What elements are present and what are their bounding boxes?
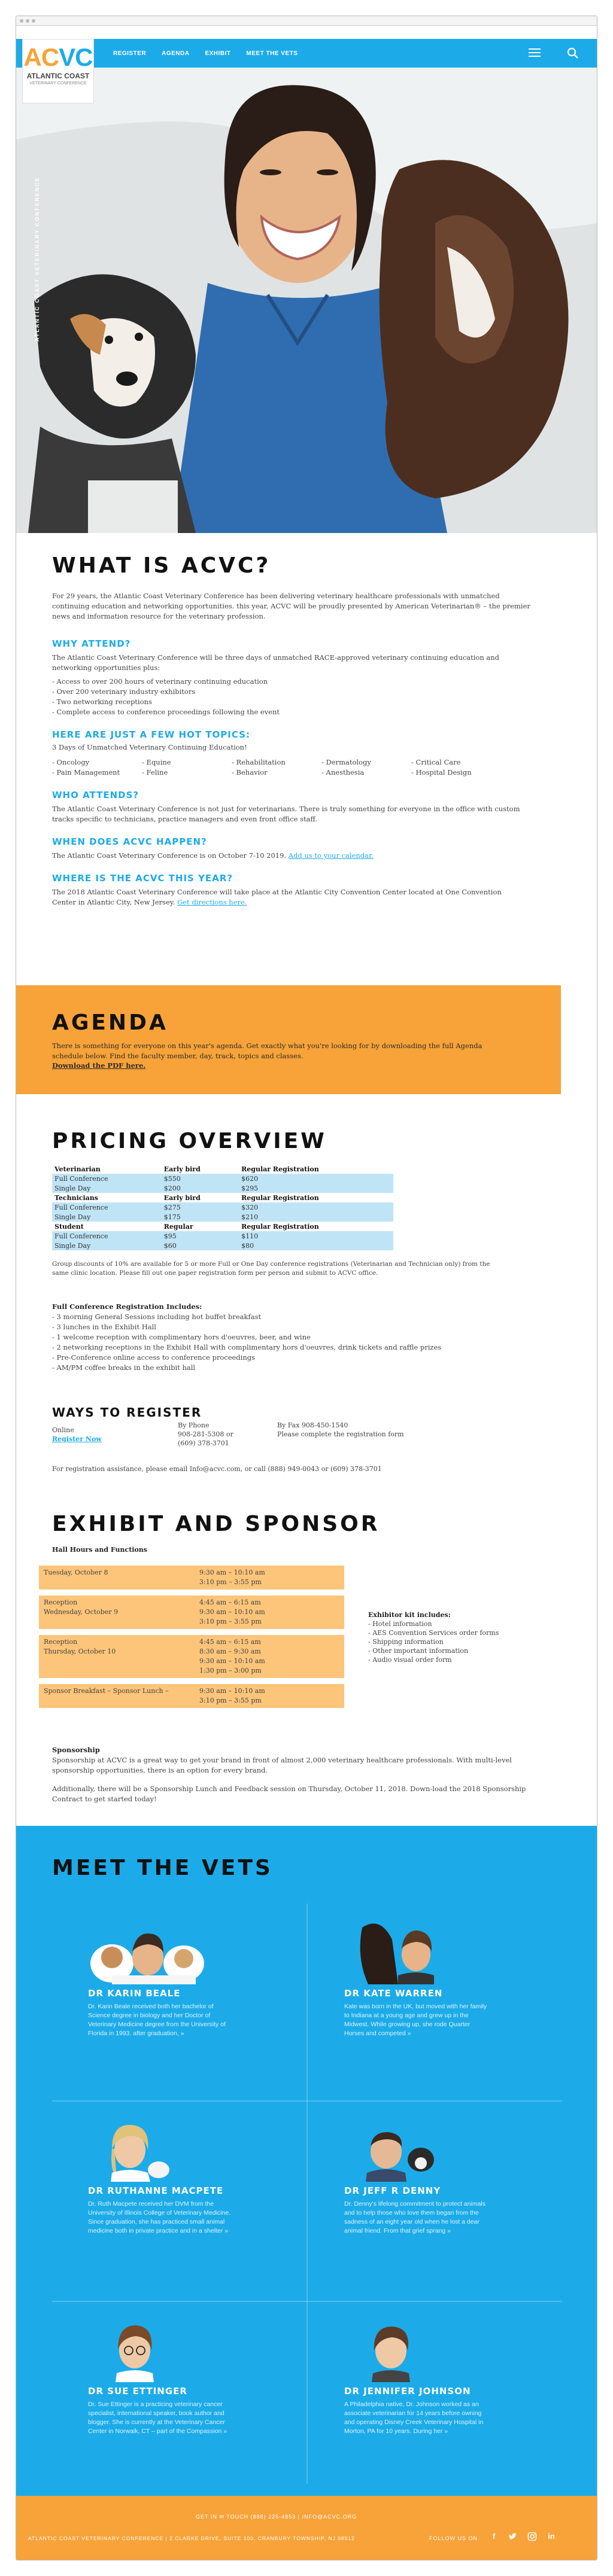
vet-card[interactable] <box>88 2113 315 2236</box>
table-row: Tuesday, October 8 9:30 am – 10:10 am 3:10 pm – 3:55 pm <box>39 1566 344 1590</box>
includes-title: Full Conference Registration Includes: <box>52 1302 202 1311</box>
sponsorship-block <box>52 1745 579 1804</box>
vet-bio: A Philadelphia native, Dr. Johnson worked as an associate veterinarian for 14 years before owning and operating Disney Creek Veterinary Hospital in Morton, PA for 10 years. During her » <box>344 2401 484 2435</box>
vet-card[interactable] <box>88 2313 315 2436</box>
list-item: - Access to over 200 hours of veterinary continuing education <box>52 677 579 687</box>
instagram-icon[interactable] <box>527 2532 537 2541</box>
twitter-icon[interactable] <box>508 2532 518 2541</box>
vet-name: DR KARIN BEALE <box>88 1988 181 1999</box>
register-fax: By Fax 908-450-1540 Please complete the registration form <box>277 1421 404 1438</box>
vet-photo <box>344 2113 572 2182</box>
get-directions-link[interactable]: Get directions here. <box>177 898 247 906</box>
list-item: - 1 welcome reception with complimentary hors d'oeuvres, beer, and wine <box>52 1332 579 1342</box>
browser-chrome <box>16 16 597 26</box>
download-pdf-link[interactable]: Download the PDF here. <box>52 1061 146 1070</box>
list-item: - 3 lunches in the Exhibit Hall <box>52 1322 579 1332</box>
about-title: WHAT IS ACVC? <box>52 553 271 578</box>
sponsorship-title: Sponsorship <box>52 1746 100 1754</box>
table-row: Veterinarian Early bird Regular Registration <box>54 1165 319 1173</box>
when-title: WHEN DOES ACVC HAPPEN? <box>52 836 207 847</box>
why-attend-list <box>52 677 579 717</box>
exhibit-section <box>52 1512 579 1555</box>
vet-card[interactable] <box>344 2313 572 2436</box>
topic-item: - Dermatology <box>321 757 411 768</box>
list-item: - Shipping information <box>368 1637 499 1646</box>
meet-the-vets-section <box>16 1826 597 2496</box>
where-title: WHERE IS THE ACVC THIS YEAR? <box>52 873 233 884</box>
table-row: Full Conference $95 $110 <box>52 1231 393 1241</box>
register-now-link[interactable]: Register Now <box>52 1435 102 1443</box>
pricing-table <box>52 1164 393 1250</box>
nav-agenda[interactable]: AGENDA <box>162 50 190 57</box>
list-item: - Hotel information <box>368 1619 499 1628</box>
vet-name: DR RUTHANNE MACPETE <box>88 2185 224 2196</box>
vet-bio: Kate was born in the UK, but moved with her family to Indiana at a young age and grew up in the Midwest. While growing up, she rode Quarter Horses and competed » <box>344 2003 487 2037</box>
list-item: - 3 morning General Sessions including hot buffet breakfast <box>52 1312 579 1322</box>
table-row: Single Day $200 $295 <box>52 1183 393 1193</box>
vet-name: DR KATE WARREN <box>344 1988 443 1999</box>
includes-list <box>52 1312 579 1373</box>
topic-item: - Critical Care <box>411 757 501 768</box>
vet-name: DR JENNIFER JOHNSON <box>344 2386 471 2397</box>
register-phone: By Phone 908-281-5308 or (609) 378-3701 <box>178 1421 233 1447</box>
list-item: - Complete access to conference proceedings following the event <box>52 707 579 717</box>
vet-card[interactable] <box>344 2113 572 2236</box>
hero-illustration <box>16 68 597 533</box>
table-row: Technicians Early bird Regular Registration <box>54 1193 319 1202</box>
vet-bio: Dr. Ruth Macpete received her DVM from the University of Illinois College of Veterinary Medicine. Since graduation, she has practiced small animal medicine both in private practice and in a shelter » <box>88 2200 231 2234</box>
why-attend-text: The Atlantic Coast Veterinary Conference will be three days of unmatched RACE-approved veterinary continuing education and networking opportunities plus: <box>52 653 500 672</box>
table-row: Sponsor Breakfast – Sponsor Lunch – 9:30 am – 10:10 am 3:10 pm – 3:55 pm <box>39 1684 344 1708</box>
vet-name: DR SUE ETTINGER <box>88 2386 187 2397</box>
exhibit-title: EXHIBIT AND SPONSOR <box>52 1512 380 1536</box>
nav-register[interactable]: REGISTER <box>113 50 147 57</box>
main-nav <box>113 39 298 68</box>
list-item: - Other important information <box>368 1646 499 1655</box>
topic-item: - Feline <box>142 768 232 778</box>
list-item: - 2 networking receptions in the Exhibit Hall with complimentary hors d'oeuvres, drink tickets and raffle prizes <box>52 1342 579 1353</box>
list-item: - AES Convention Services order forms <box>368 1628 499 1637</box>
table-row: Full Conference $550 $620 <box>52 1174 393 1183</box>
exhibitor-kit-list <box>368 1619 499 1664</box>
browser-frame <box>16 16 597 2560</box>
hamburger-menu-icon[interactable] <box>529 48 541 58</box>
agenda-section <box>16 985 561 1094</box>
vet-photo <box>344 2313 572 2382</box>
group-discount-note: Group discounts of 10% are available for 5 or more Full or One Day conference registrations (Veterinarian and Technician only) from the same clinic location. Please fill out one paper registration form per person and submit to ACVC office. <box>52 1260 490 1277</box>
nav-exhibit[interactable]: EXHIBIT <box>205 50 231 57</box>
why-attend-title: WHY ATTEND? <box>52 638 131 649</box>
vet-photo <box>88 2313 315 2382</box>
logo-mark: ACVC <box>23 43 93 71</box>
topic-item: - Oncology <box>52 757 142 768</box>
footer-contact: GET IN ✉ TOUCH (888) 225-4853 | INFO@ACVC.ORG <box>196 2514 357 2520</box>
vet-photo <box>88 2113 315 2182</box>
list-item: - AM/PM coffee breaks in the exhibit hall <box>52 1363 579 1373</box>
acvc-logo[interactable] <box>22 39 94 103</box>
when-text: The Atlantic Coast Veterinary Conference is on October 7-10 2019. Add us to your calendar. <box>52 851 374 860</box>
table-row: Student Regular Regular Registration <box>54 1222 319 1231</box>
pricing-section <box>52 1129 579 1373</box>
table-row: Reception Wednesday, October 9 4:45 am – 6:15 am 9:30 am – 10:10 am 3:10 pm – 3:55 pm <box>39 1595 344 1629</box>
sponsorship-text: Sponsorship at ACVC is a great way to get your brand in front of almost 2,000 veterinary healthcare professionals. With multi-level sponsorship opportunities, there is an option for every brand. <box>52 1756 512 1774</box>
about-section <box>52 553 579 908</box>
logo-line-2: VETERINARY CONFERENCE <box>29 81 87 86</box>
where-text: The 2018 Atlantic Coast Veterinary Conference will take place at the Atlantic City Convention Center located at One Convention Center in Atlantic City, New Jersey. Get directions here. <box>52 888 502 906</box>
register-online: Online Register Now <box>52 1426 102 1443</box>
facebook-icon[interactable]: f <box>492 2532 496 2541</box>
about-intro: For 29 years, the Atlantic Coast Veterinary Conference has been delivering veterinary healthcare professionals with unmatched continuing education and networking opportunities. this year, ACVC will be proudly presented by American Veterinarian® – the premier news and information resource for the veterinary profession. <box>52 592 530 620</box>
register-section <box>52 1405 579 1474</box>
footer <box>16 2496 597 2560</box>
table-row: Single Day $60 $80 <box>52 1241 393 1250</box>
linkedin-icon[interactable]: in <box>548 2532 555 2541</box>
hero-image <box>16 68 597 533</box>
nav-meet-the-vets[interactable]: MEET THE VETS <box>246 50 298 57</box>
hall-hours-table <box>39 1566 344 1714</box>
register-title: WAYS TO REGISTER <box>52 1405 202 1420</box>
topic-item: - Behavior <box>232 768 321 778</box>
table-row: Reception Thursday, October 10 4:45 am – 6:15 am 8:30 am – 9:30 am 9:30 am – 10:10 am 1:30 pm – 3:00 pm <box>39 1635 344 1678</box>
footer-address: ATLANTIC COAST VETERINARY CONFERENCE | 2 CLARKE DRIVE, SUITE 100, CRANBURY TOWNSHIP, NJ 08512 <box>28 2535 355 2541</box>
list-item: - Two networking receptions <box>52 697 579 707</box>
hall-hours-title: Hall Hours and Functions <box>52 1546 147 1554</box>
hot-topics-grid <box>52 757 579 778</box>
vet-card[interactable] <box>88 1916 315 2038</box>
top-nav-bar <box>16 39 597 68</box>
logo-line-1: ATLANTIC COAST <box>26 72 90 80</box>
social-icons <box>489 2532 556 2541</box>
vet-bio: Dr. Karin Beale received both her bachelor of Science degree in biology and her Doctor of Veterinary Medicine degree from the University of Florida in 1993. after graduation, » <box>88 2003 226 2037</box>
list-item: - Audio visual order form <box>368 1655 499 1664</box>
table-row: Single Day $175 $210 <box>52 1212 393 1222</box>
hot-topics-subtitle: 3 Days of Unmatched Veterinary Continuing Education! <box>52 743 247 751</box>
vet-bio: Dr. Denny's lifelong commitment to protect animals and to help those who love them began from the sadness of an eight year old when he lost a dear animal friend. From that grief sprang » <box>344 2200 486 2234</box>
register-assistance: For registration assistance, please email Info@acvc.com, or call (888) 949-0043 or (609) 378-3701 <box>52 1465 382 1473</box>
footer-follow-label: FOLLOW US ON <box>429 2535 478 2541</box>
vet-bio: Dr. Sue Ettinger is a practicing veterinary cancer specialist, international speaker, book author and blogger. She is currently at the Veterinary Cancer Center in Norwalk, CT – part of the Compassion » <box>88 2401 227 2435</box>
vet-name: DR JEFF R DENNY <box>344 2185 441 2196</box>
vet-photo <box>344 1916 572 1984</box>
topic-item: - Pain Management <box>52 768 142 778</box>
vet-photo <box>88 1916 315 1984</box>
add-calendar-link[interactable]: Add us to your calendar. <box>288 851 374 860</box>
pricing-title: PRICING OVERVIEW <box>52 1129 327 1153</box>
exhibitor-kit: Exhibitor kit includes: - Hotel information - AES Convention Services order forms - Shipping information - Other important information - Audio visual order form <box>368 1610 499 1664</box>
vet-card[interactable] <box>344 1916 572 2038</box>
vets-title: MEET THE VETS <box>52 1856 273 1880</box>
list-item: - Pre-Conference online access to conference proceedings <box>52 1353 579 1363</box>
hero-vertical-text: ATLANTIC COAST VETERINARY CONFERENCE <box>34 176 40 342</box>
agenda-text: There is something for everyone on this year's agenda. Get exactly what you're looking for by downloading the full Agenda schedule below. Find the faculty member, day, track, topics and classes. <box>52 1042 482 1060</box>
list-item: - Over 200 veterinary industry exhibitors <box>52 687 579 697</box>
search-icon[interactable] <box>567 47 579 59</box>
who-attends-title: WHO ATTENDS? <box>52 790 139 800</box>
hot-topics-title: HERE ARE JUST A FEW HOT TOPICS: <box>52 729 250 740</box>
topic-item: - Anesthesia <box>321 768 411 778</box>
table-row: Full Conference $275 $320 <box>52 1202 393 1212</box>
agenda-title: AGENDA <box>52 1010 168 1035</box>
topic-item: - Rehabilitation <box>232 757 321 768</box>
who-attends-text: The Atlantic Coast Veterinary Conference is not just for veterinarians. There is truly something for everyone in the office with custom tracks specific to technicians, practice managers and even front office staff. <box>52 805 520 823</box>
topic-item: - Equine <box>142 757 232 768</box>
topic-item: - Hospital Design <box>411 768 501 778</box>
mail-icon: ✉ <box>219 2514 224 2520</box>
sponsorship-text-2: Additionally, there will be a Sponsorship Lunch and Feedback session on Thursday, October 11, 2018. Down-load the 2018 Sponsorship Contract to get started today! <box>52 1785 526 1803</box>
